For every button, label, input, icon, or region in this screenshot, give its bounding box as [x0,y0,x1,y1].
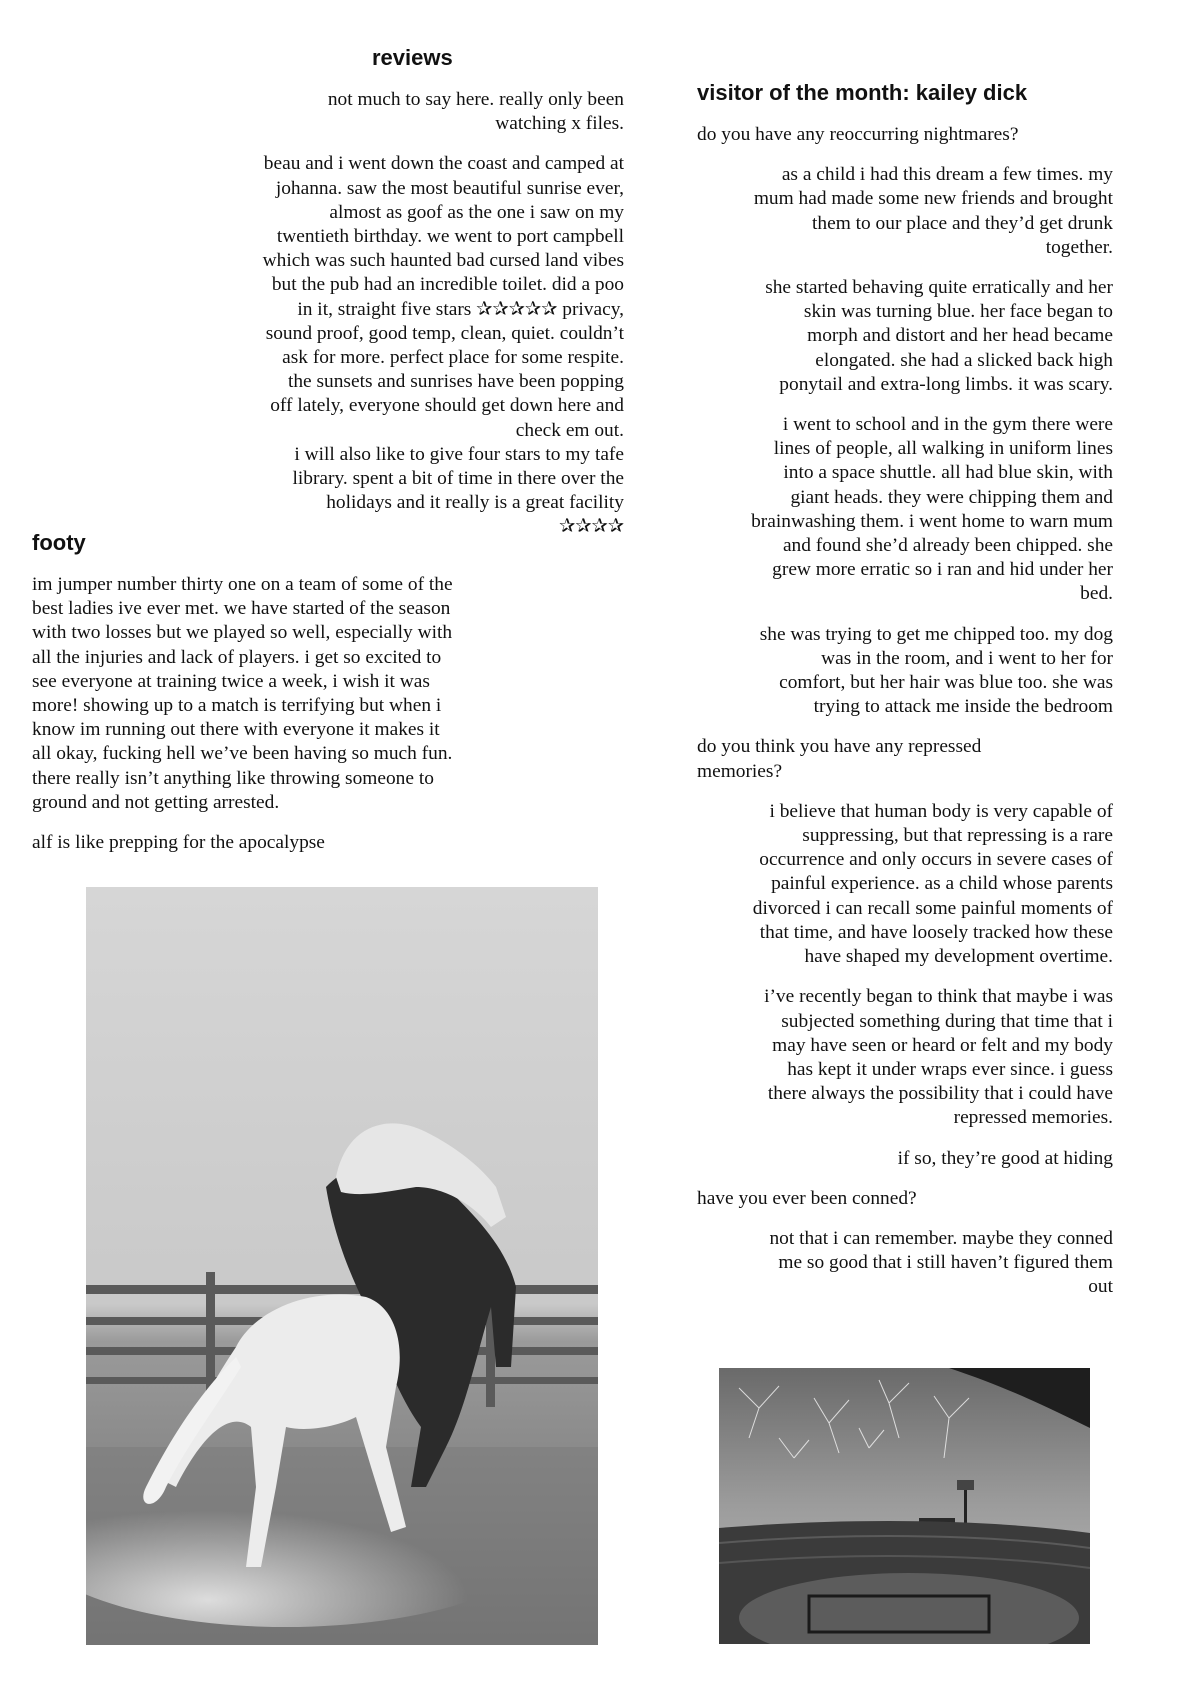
answer-paragraph [697,623,1113,720]
answer-paragraph [697,276,1113,397]
text-line: them to our place and they’d get drunk [812,212,1113,234]
interview-question-3 [697,1187,1113,1211]
answer-paragraph [697,1227,1113,1300]
text-line: know im running out there with everyone it makes it [32,719,440,741]
text-line: giant heads. they were chipping them and [790,486,1113,508]
text-line: the sunsets and sunrises have been popping [287,371,624,393]
interview-question-1 [697,123,1113,147]
text-line: ponytail and extra-long limbs. it was scary. [779,373,1113,395]
stadium-photo-graphic [719,1368,1090,1644]
text-line: mum had made some new friends and brought [753,188,1113,210]
text-line: watching x files. [495,113,624,135]
text-line: i went to school and in the gym there were [782,414,1113,436]
stadium-photo [719,1368,1090,1644]
footy-heading: footy [32,530,86,555]
text-line: i will also like to give four stars to my tafe [294,443,624,465]
visitor-interview [697,123,1113,1300]
text-line: alf is like prepping for the apocalypse [32,832,325,854]
text-line: ground and not getting arrested. [32,791,280,813]
text-line: together. [1045,236,1113,258]
text-line: me so good that i still haven’t figured them [778,1252,1113,1274]
text-line: occurrence and only occurs in severe cases of [759,849,1113,871]
answer-paragraph [697,413,1113,607]
text-line: best ladies ive ever met. we have started of the season [32,598,451,620]
footy-paragraph-1 [32,573,542,815]
text-line: with two losses but we played so well, especially with [32,622,453,644]
text-line: all okay, fucking hell we’ve been having so much fun. [32,743,453,765]
text-line: she was trying to get me chipped too. my dog [759,623,1113,645]
text-line: lines of people, all walking in uniform lines [773,438,1113,460]
interview-answer-1 [697,163,1113,719]
text-line: im jumper number thirty one on a team of some of the [32,574,453,595]
text-line: not that i can remember. maybe they conned [769,1227,1113,1249]
text-line: do you think you have any repressed [697,736,982,758]
text-line: check em out. [515,419,624,441]
footy-text [32,573,542,855]
text-line: repressed memories. [953,1107,1113,1129]
footy-paragraph-2 [32,831,542,855]
reviews-heading: reviews [372,45,453,70]
text-line: as a child i had this dream a few times. my [781,164,1113,186]
text-line: sound proof, good temp, clean, quiet. couldn’t [265,322,624,344]
answer-paragraph [697,163,1113,260]
text-line: out [1088,1276,1113,1298]
text-line: brainwashing them. i went home to warn mum [751,510,1113,532]
text-line: which was such haunted bad cursed land vibes [262,250,624,272]
text-line: that time, and have loosely tracked how these [759,921,1113,943]
text-line: if so, they’re good at hiding [897,1147,1113,1169]
text-line: i’ve recently began to think that maybe i was [764,986,1113,1008]
horses-photo [86,887,598,1645]
answer-paragraph [697,800,1113,969]
reviews-paragraph-2 [180,152,624,539]
text-line: library. spent a bit of time in there over the [292,468,624,490]
text-line: skin was turning blue. her face began to [803,301,1113,323]
horses-photo-graphic [86,887,598,1645]
answer-paragraph [697,1147,1113,1171]
text-line: not much to say here. really only been [327,89,624,110]
text-line: twentieth birthday. we went to port campbell [276,226,624,248]
text-line: have shaped my development overtime. [804,946,1113,968]
text-line: may have seen or heard or felt and my body [772,1034,1113,1056]
text-line: memories? [697,760,783,782]
interview-answer-2 [697,800,1113,1171]
answer-paragraph [697,985,1113,1130]
text-line: she started behaving quite erratically and her [765,277,1113,299]
text-line: bed. [1080,583,1113,605]
text-line: there always the possibility that i could have [767,1083,1113,1105]
text-line: see everyone at training twice a week, i wish it was [32,670,430,692]
text-line: off lately, everyone should get down here and [270,395,624,417]
reviews-paragraph-1 [180,88,624,136]
text-line: comfort, but her hair was blue too. she was [779,672,1113,694]
text-line: i believe that human body is very capable of [769,800,1113,822]
text-line: have you ever been conned? [697,1187,917,1209]
text-line: johanna. saw the most beautiful sunrise ever, [275,177,624,199]
interview-question-2 [697,735,1113,783]
text-line: into a space shuttle. all had blue skin, with [783,462,1113,484]
interview-answer-3 [697,1227,1113,1300]
text-line: suppressing, but that repressing is a rare [802,825,1113,847]
text-line: all the injuries and lack of players. i get so excited to [32,646,442,668]
reviews-text [180,88,624,540]
text-line: morph and distort and her head became [807,325,1113,347]
text-line: almost as goof as the one i saw on my [329,201,624,223]
text-line: was in the room, and i went to her for [821,647,1113,669]
text-line: subjected something during that time that i [781,1010,1113,1032]
text-line: do you have any reoccurring nightmares? [697,124,1019,145]
text-line: but the pub had an incredible toilet. did a poo [271,274,624,296]
text-line: divorced i can recall some painful moments of [752,897,1113,919]
text-line: painful experience. as a child whose parents [771,873,1113,895]
text-line: there really isn’t anything like throwing someone to [32,767,434,789]
star-rating: ✰✰✰✰ [559,516,624,538]
text-line: more! showing up to a match is terrifying but when i [32,695,442,717]
text-line: and found she’d already been chipped. she [782,535,1113,557]
text-line: in it, straight five stars ✰✰✰✰✰ privacy, [297,298,624,320]
text-line: beau and i went down the coast and camped at [263,153,624,175]
text-line: grew more erratic so i ran and hid under her [772,559,1113,581]
text-line: ask for more. perfect place for some respite. [282,347,624,369]
text-line: elongated. she had a slicked back high [815,349,1113,371]
text-line: holidays and it really is a great facility [326,492,624,514]
text-line: trying to attack me inside the bedroom [813,696,1113,718]
visitor-heading: visitor of the month: kailey dick [697,80,1028,105]
text-line: has kept it under wraps ever since. i guess [787,1058,1113,1080]
